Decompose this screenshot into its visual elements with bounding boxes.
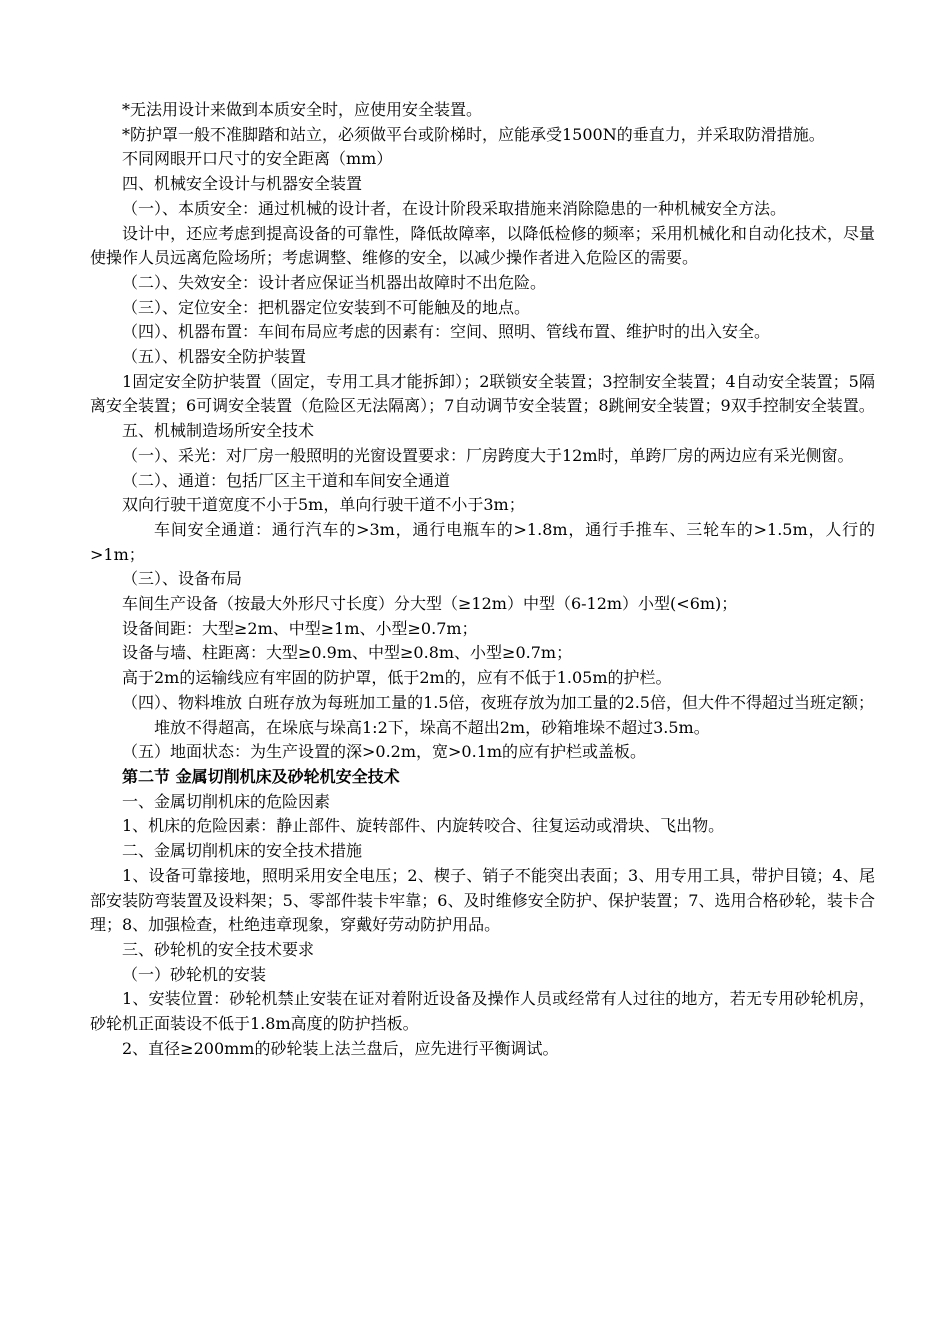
paragraph: 不同网眼开口尺寸的安全距离（mm） [122,149,393,169]
paragraph: 堆放不得超高，在垛底与垛高1:2下，垛高不超出2m，砂箱堆垛不超过3.5m。 [154,717,710,737]
paragraph: 二、金属切削机床的安全技术措施 [122,841,363,861]
paragraph: （三）、设备布局 [122,569,243,589]
paragraph: （五）、机器安全防护装置 [122,347,307,367]
section-heading: 第二节 金属切削机床及砂轮机安全技术 [122,766,400,786]
paragraph: 1、安装位置：砂轮机禁止安装在证对着附近设备及操作人员或经常有人过往的地方，若无专用砂轮机房，砂轮机正面装设不低于1.8m高度的防护挡板。 [90,989,875,1034]
paragraph: 1固定安全防护装置（固定，专用工具才能拆卸）；2联锁安全装置；3控制安全装置；4自动安全装置；5隔离安全装置；6可调安全装置（危险区无法隔离）；7自动调节安全装置；8跳闸安全装置；9双手控制安全装置。 [90,371,875,416]
paragraph: 1、机床的危险因素：静止部件、旋转部件、内旋转咬合、往复运动或滑块、飞出物。 [122,816,725,836]
paragraph: *防护罩一般不准脚踏和站立，必须做平台或阶梯时，应能承受1500N的垂直力，并采取防滑措施。 [122,124,825,144]
paragraph: 一、金属切削机床的危险因素 [122,791,331,811]
paragraph: （一）、本质安全：通过机械的设计者，在设计阶段采取措施来消除隐患的一种机械安全方法。 [122,198,787,218]
paragraph: 1、设备可靠接地，照明采用安全电压；2、楔子、销子不能突出表面；3、用专用工具，带护目镜；4、尾部安装防弯装置及设料架；5、零部件装卡牢靠；6、及时维修安全防护、保护装置；7、选用合格砂轮，装卡合理；8、加强检查，杜绝违章现象，穿戴好劳动防护用品。 [90,865,875,935]
paragraph: （四）、物料堆放 白班存放为每班加工量的1.5倍，夜班存放为加工量的2.5倍，但大件不得超过当班定额； [122,692,874,712]
paragraph: （三）、定位安全：把机器定位安装到不可能触及的地点。 [122,297,531,317]
paragraph: （一）、采光：对厂房一般照明的光窗设置要求：厂房跨度大于12m时，单跨厂房的两边应有采光侧窗。 [122,445,854,465]
paragraph: 五、机械制造场所安全技术 [122,421,315,441]
paragraph: *无法用设计来做到本质安全时，应使用安全装置。 [122,100,483,119]
paragraph: 设备与墙、柱距离：大型≥0.9m、中型≥0.8m、小型≥0.7m； [122,643,573,663]
paragraph: （一）砂轮机的安装 [122,964,267,984]
paragraph: 2、直径≥200mm的砂轮装上法兰盘后，应先进行平衡调试。 [122,1038,559,1058]
paragraph: 双向行驶干道宽度不小于5m，单向行驶干道不小于3m； [122,495,525,515]
paragraph: 车间安全通道：通行汽车的>3m，通行电瓶车的>1.8m，通行手推车、三轮车的>1.5m，人行的>1m； [90,519,875,564]
paragraph: 四、机械安全设计与机器安全装置 [122,174,363,194]
paragraph: 车间生产设备（按最大外形尺寸长度）分大型（≥12m）中型（6-12m）小型(<6m)； [122,594,738,614]
paragraph: （二）、通道：包括厂区主干道和车间安全通道 [122,470,451,490]
paragraph: 高于2m的运输线应有牢固的防护罩，低于2m的，应有不低于1.05m的护栏。 [122,668,672,688]
paragraph: （五）地面状态：为生产设置的深>0.2m，宽>0.1m的应有护栏或盖板。 [122,742,647,762]
paragraph: 三、砂轮机的安全技术要求 [122,939,315,959]
paragraph: （二）、失效安全：设计者应保证当机器出故障时不出危险。 [122,272,547,292]
document-body [90,98,875,1061]
paragraph: 设备间距：大型≥2m、中型≥1m、小型≥0.7m； [122,618,478,638]
paragraph: （四）、机器布置：车间布局应考虑的因素有：空间、照明、管线布置、维护时的出入安全。 [122,322,771,342]
paragraph: 设计中，还应考虑到提高设备的可靠性，降低故障率，以降低检修的频率；采用机械化和自动化技术，尽量使操作人员远离危险场所；考虑调整、维修的安全，以减少操作者进入危险区的需要。 [90,223,875,268]
